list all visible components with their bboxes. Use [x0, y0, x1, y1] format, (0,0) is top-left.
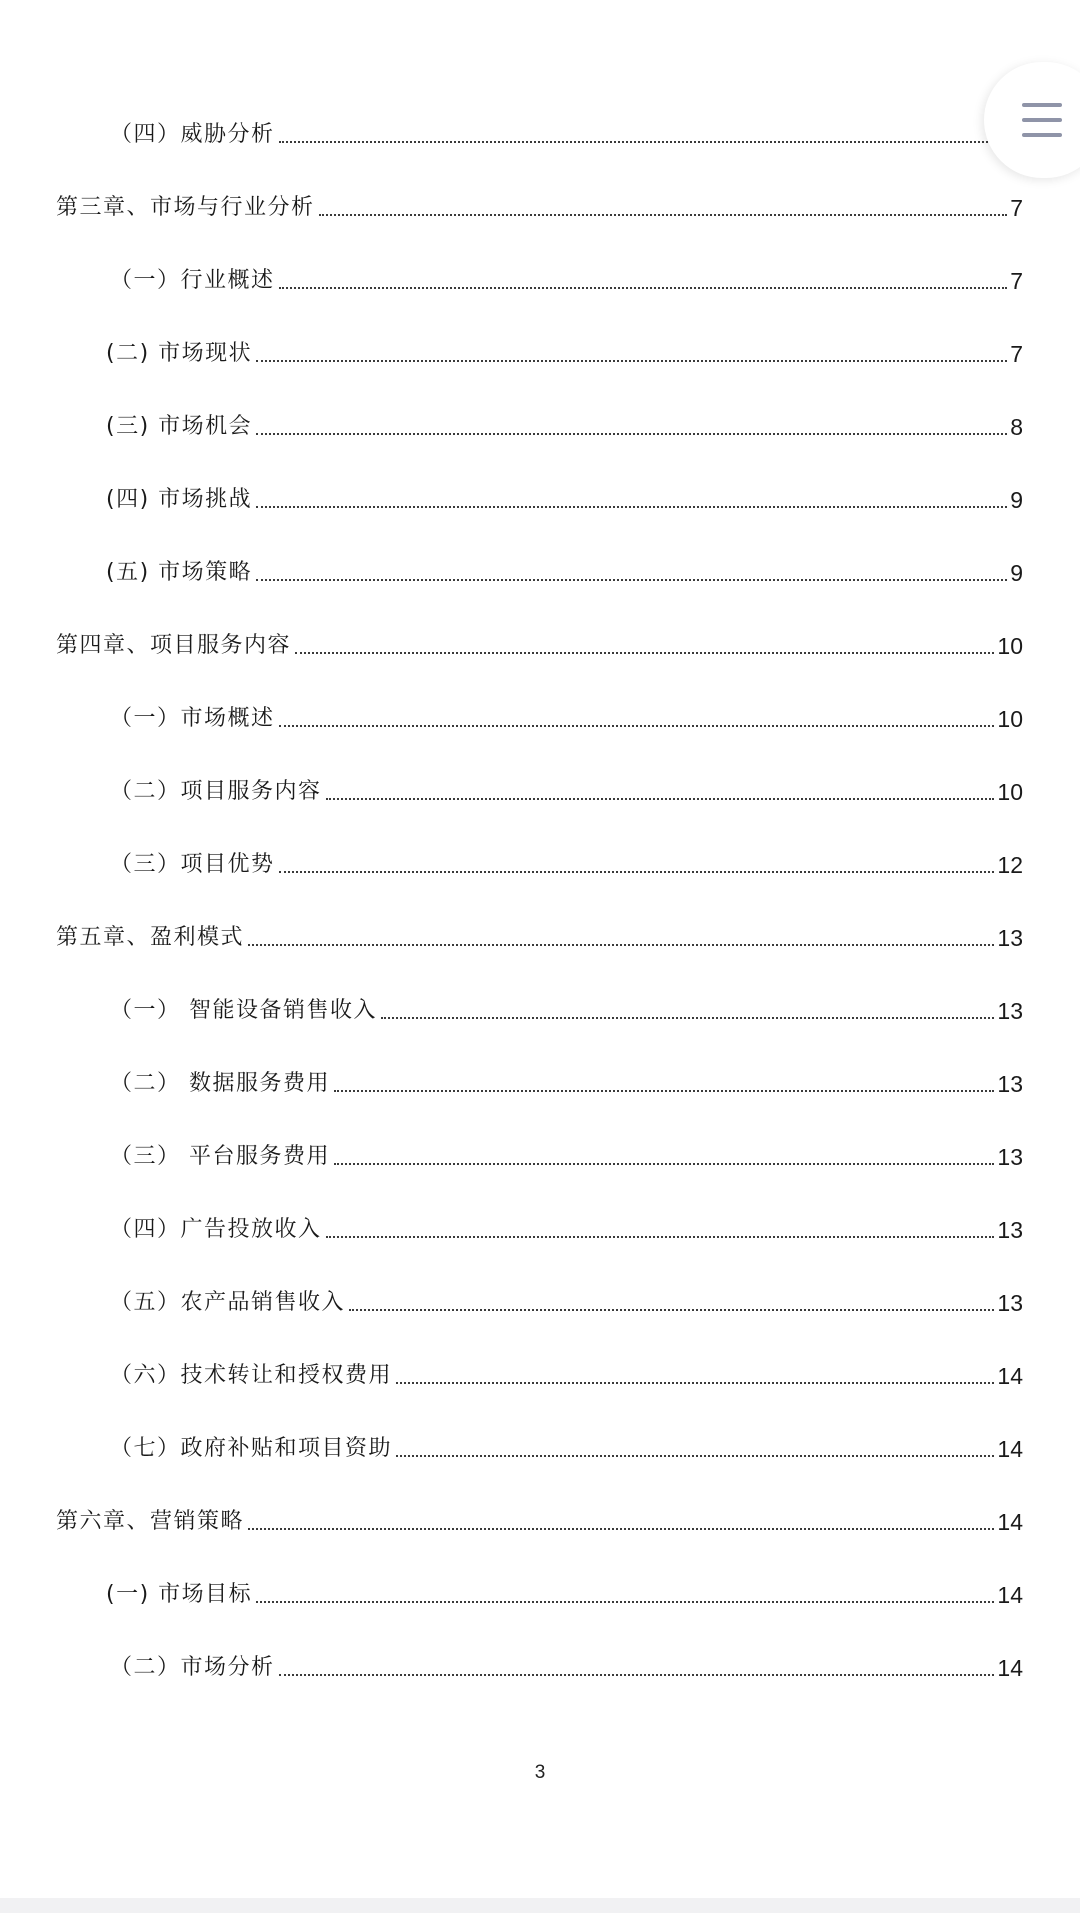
- toc-entry[interactable]: [56, 913, 1023, 953]
- page-number: 3: [534, 1762, 546, 1783]
- toc-leader-dots: [248, 944, 994, 946]
- toc-leader-dots: [396, 1382, 994, 1384]
- toc-entry-title: （一）市场概述: [110, 706, 275, 731]
- toc-entry-page: 7: [1010, 268, 1023, 294]
- toc-entry[interactable]: [110, 694, 1023, 734]
- toc-leader-dots: [326, 798, 995, 800]
- toc-entry-title: （六）技术转让和授权费用: [110, 1363, 393, 1388]
- toc-entry-page: 14: [997, 1436, 1023, 1462]
- toc-leader-dots: [279, 725, 995, 727]
- toc-entry[interactable]: [110, 1059, 1023, 1099]
- toc-leader-dots: [256, 433, 1007, 435]
- toc-leader-dots: [256, 360, 1007, 362]
- toc-entry[interactable]: [110, 1351, 1023, 1391]
- toc-entry-page: 14: [997, 1582, 1023, 1608]
- toc-entry-title: (四) 市场挑战: [106, 487, 253, 512]
- toc-entry[interactable]: [110, 110, 1023, 150]
- toc-leader-dots: [279, 141, 1008, 143]
- toc-entry[interactable]: [106, 329, 1023, 369]
- toc-entry[interactable]: [110, 840, 1023, 880]
- toc-leader-dots: [279, 871, 995, 873]
- toc-entry-page: 13: [997, 1290, 1023, 1316]
- hamburger-menu-icon: [1022, 103, 1062, 137]
- toc-entry[interactable]: [110, 1424, 1023, 1464]
- toc-entry-title: （二）市场分析: [110, 1655, 275, 1680]
- toc-leader-dots: [256, 1601, 994, 1603]
- toc-entry-title: (二) 市场现状: [106, 341, 253, 366]
- toc-entry-title: 第五章、盈利模式: [56, 925, 245, 950]
- toc-entry[interactable]: [56, 183, 1023, 223]
- toc-entry[interactable]: [110, 1278, 1023, 1318]
- toc-entry-page: 10: [997, 706, 1023, 732]
- toc-entry-page: 14: [997, 1655, 1023, 1681]
- toc-entry-title: （一）行业概述: [110, 268, 275, 293]
- toc-entry-title: （三）项目优势: [110, 852, 275, 877]
- toc-entry-title: 第四章、项目服务内容: [56, 633, 292, 658]
- toc-entry[interactable]: [56, 1497, 1023, 1537]
- toc-leader-dots: [256, 579, 1007, 581]
- toc-entry-title: （四）广告投放收入: [110, 1217, 322, 1242]
- toc-entry-title: （一） 智能设备销售收入: [110, 998, 377, 1023]
- toc-entry-page: 10: [997, 633, 1023, 659]
- toc-leader-dots: [334, 1090, 994, 1092]
- toc-leader-dots: [319, 214, 1008, 216]
- toc-entry-page: 14: [997, 1509, 1023, 1535]
- toc-entry-title: （二）项目服务内容: [110, 779, 322, 804]
- toc-entry[interactable]: [110, 986, 1023, 1026]
- toc-leader-dots: [396, 1455, 994, 1457]
- toc-entry[interactable]: [110, 1205, 1023, 1245]
- toc-entry-title: （三） 平台服务费用: [110, 1144, 330, 1169]
- toc-leader-dots: [248, 1528, 994, 1530]
- toc-entry[interactable]: [110, 1643, 1023, 1683]
- toc-leader-dots: [295, 652, 994, 654]
- toc-entry-page: 13: [997, 998, 1023, 1024]
- toc-entry[interactable]: [106, 1570, 1023, 1610]
- toc-entry-page: 9: [1010, 487, 1023, 513]
- toc-entry-page: 13: [997, 1217, 1023, 1243]
- toc-entry-title: (五) 市场策略: [106, 560, 253, 585]
- toc-entry[interactable]: [106, 548, 1023, 588]
- menu-button[interactable]: [984, 62, 1080, 178]
- toc-entry-title: 第六章、营销策略: [56, 1509, 245, 1534]
- toc-entry-title: （四）威胁分析: [110, 122, 275, 147]
- toc-entry-page: 13: [997, 1144, 1023, 1170]
- toc-entry-title: 第三章、市场与行业分析: [56, 195, 315, 220]
- toc-entry[interactable]: [56, 621, 1023, 661]
- toc-leader-dots: [279, 1674, 995, 1676]
- toc-leader-dots: [349, 1309, 994, 1311]
- toc-leader-dots: [334, 1163, 994, 1165]
- toc-leader-dots: [279, 287, 1008, 289]
- toc-entry[interactable]: [110, 256, 1023, 296]
- toc-entry-title: （二） 数据服务费用: [110, 1071, 330, 1096]
- toc-entry[interactable]: [106, 402, 1023, 442]
- bottom-bar: [0, 1898, 1080, 1913]
- toc-entry-page: 7: [1010, 195, 1023, 221]
- toc-entry-page: 10: [997, 779, 1023, 805]
- toc-entry-title: （七）政府补贴和项目资助: [110, 1436, 393, 1461]
- toc-entry-title: (一) 市场目标: [106, 1582, 253, 1607]
- toc-entry[interactable]: [106, 475, 1023, 515]
- toc-entry-title: (三) 市场机会: [106, 414, 253, 439]
- toc-entry-page: 12: [997, 852, 1023, 878]
- toc-entry-page: 13: [997, 925, 1023, 951]
- toc-entry-page: 13: [997, 1071, 1023, 1097]
- toc-entry-page: 9: [1010, 560, 1023, 586]
- toc-entry-page: 14: [997, 1363, 1023, 1389]
- toc-leader-dots: [326, 1236, 995, 1238]
- toc-leader-dots: [381, 1017, 994, 1019]
- toc-entry-title: （五）农产品销售收入: [110, 1290, 346, 1315]
- toc-entry-page: 7: [1010, 341, 1023, 367]
- toc-entry[interactable]: [110, 1132, 1023, 1172]
- toc-entry-page: 8: [1010, 414, 1023, 440]
- toc-leader-dots: [256, 506, 1007, 508]
- toc-entry[interactable]: [110, 767, 1023, 807]
